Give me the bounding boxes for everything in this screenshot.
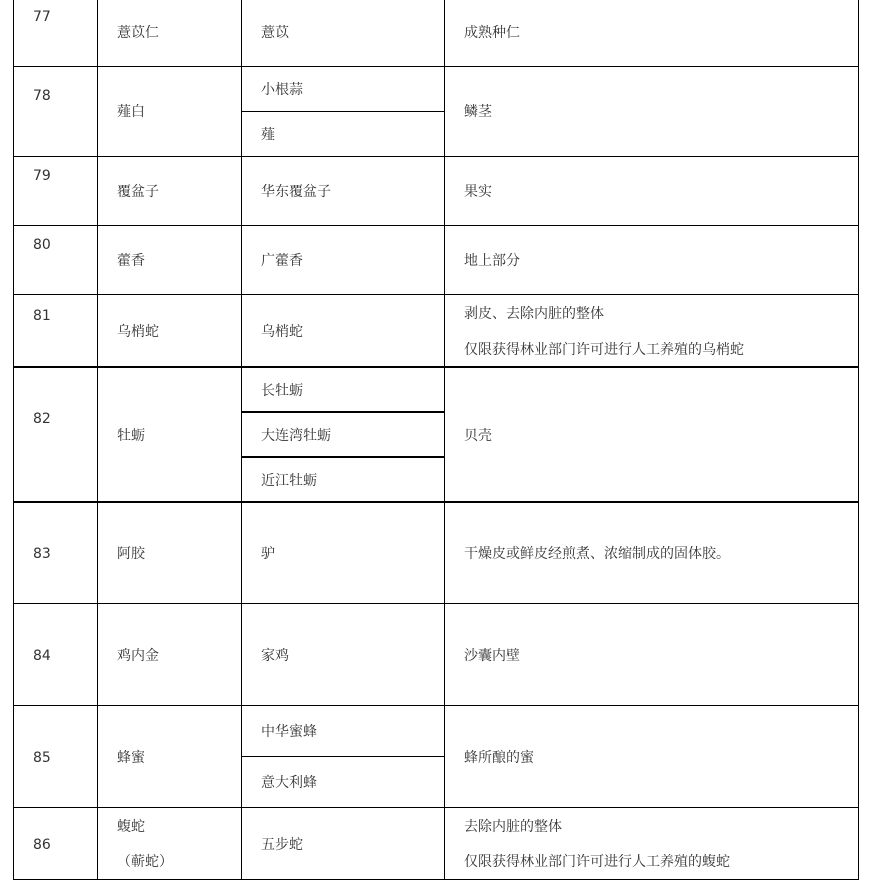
medicinal-part: 成熟种仁 [464, 25, 520, 41]
herb-name: 蜂蜜 [117, 750, 145, 766]
subrow-line [241, 756, 445, 757]
row-number: 78 [33, 88, 51, 104]
source-species: 五步蛇 [261, 837, 303, 853]
herb-name: 覆盆子 [117, 184, 159, 200]
source-species: 大连湾牡蛎 [261, 428, 331, 444]
row-line [13, 879, 859, 880]
medicinal-part: 鳞茎 [464, 104, 492, 120]
row-number: 81 [33, 308, 51, 324]
row-line [13, 156, 859, 157]
herb-name: 蝮蛇 [117, 819, 145, 835]
row-line [13, 294, 859, 295]
source-species: 广藿香 [261, 253, 303, 269]
source-species: 乌梢蛇 [261, 324, 303, 340]
medicinal-part: 地上部分 [464, 253, 520, 269]
medicinal-part: 沙囊内壁 [464, 648, 520, 664]
column-line [241, 0, 242, 880]
row-number: 79 [33, 168, 51, 184]
row-number: 84 [33, 648, 51, 664]
column-line [13, 0, 14, 880]
column-line [97, 0, 98, 880]
medicinal-part: 去除内脏的整体 [464, 819, 562, 835]
herb-name: 藿香 [117, 253, 145, 269]
source-species: 薤 [261, 127, 275, 143]
row-line [13, 807, 859, 808]
herb-name: 乌梢蛇 [117, 324, 159, 340]
herb-name: 鸡内金 [117, 648, 159, 664]
herb-name: 阿胶 [117, 546, 145, 562]
medicinal-part: 剥皮、去除内脏的整体 [464, 306, 604, 322]
column-line [858, 0, 859, 880]
herb-name: 牡蛎 [117, 428, 145, 444]
medicinal-note: 仅限获得林业部门许可进行人工养殖的蝮蛇 [464, 854, 730, 870]
row-number: 80 [33, 237, 51, 253]
medicinal-part: 果实 [464, 184, 492, 200]
herb-name: 薤白 [117, 104, 145, 120]
herb-name: 薏苡仁 [117, 25, 159, 41]
source-species: 华东覆盆子 [261, 184, 331, 200]
row-line [13, 367, 859, 368]
row-line [13, 225, 859, 226]
row-number: 85 [33, 750, 51, 766]
row-number: 83 [33, 546, 51, 562]
row-line [13, 705, 859, 706]
row-number: 86 [33, 837, 51, 853]
medicinal-part: 贝壳 [464, 428, 492, 444]
source-species: 中华蜜蜂 [261, 724, 317, 740]
subrow-line [241, 457, 445, 458]
row-line [13, 502, 859, 503]
row-number: 77 [33, 9, 51, 25]
row-line [13, 66, 859, 67]
source-species: 意大利蜂 [261, 775, 317, 791]
medicinal-part: 干燥皮或鲜皮经煎煮、浓缩制成的固体胶。 [464, 546, 730, 562]
source-species: 驴 [261, 546, 275, 562]
source-species: 小根蒜 [261, 82, 303, 98]
source-species: 近江牡蛎 [261, 473, 317, 489]
source-species: 长牡蛎 [261, 383, 303, 399]
subrow-line [241, 111, 445, 112]
column-line [444, 0, 445, 880]
row-line [13, 603, 859, 604]
herb-alt-name: （蕲蛇） [117, 854, 173, 870]
row-number: 82 [33, 411, 51, 427]
medicinal-note: 仅限获得林业部门许可进行人工养殖的乌梢蛇 [464, 342, 744, 358]
medicinal-part: 蜂所酿的蜜 [464, 750, 534, 766]
subrow-line [241, 412, 445, 413]
source-species: 家鸡 [261, 648, 289, 664]
source-species: 薏苡 [261, 25, 289, 41]
